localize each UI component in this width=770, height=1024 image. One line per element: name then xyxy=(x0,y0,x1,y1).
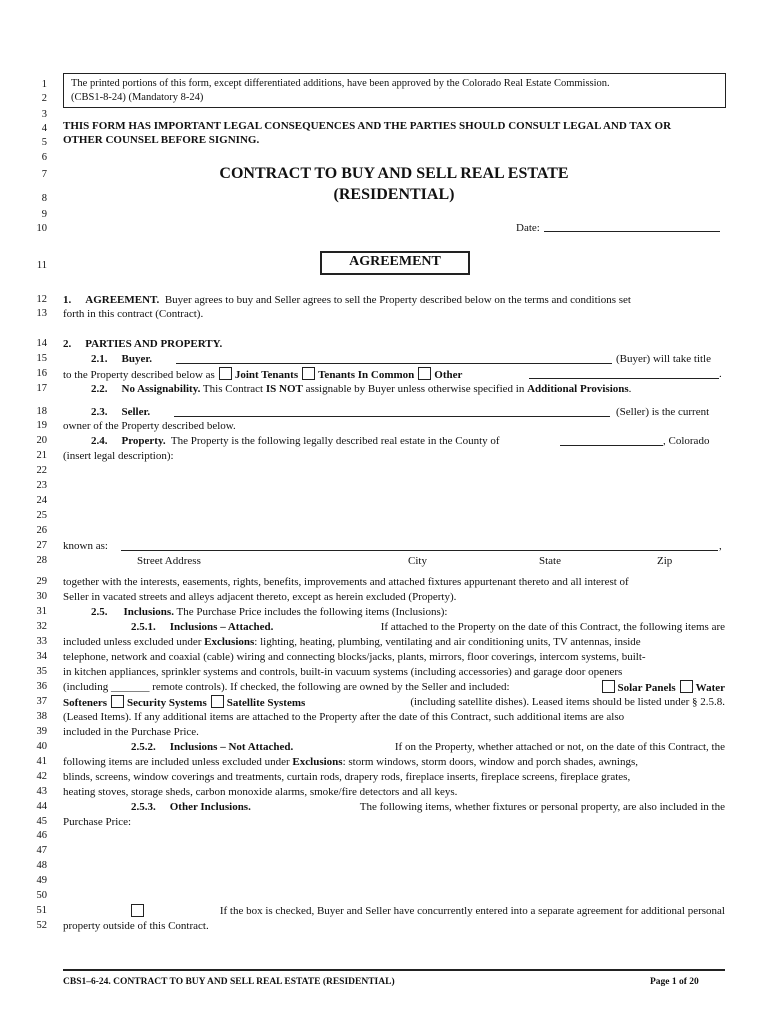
paragraph-line-38: (Leased Items). If any additional items are attached to the Property after the date of this Contract, such additional items are also xyxy=(63,711,625,723)
paragraph-line-39: included in the Purchase Price. xyxy=(63,726,199,738)
line-number: 1 xyxy=(41,79,47,90)
line-number: 31 xyxy=(36,606,47,617)
agreement-heading: AGREEMENT xyxy=(349,254,441,269)
seller-name-field[interactable] xyxy=(174,405,610,417)
other-inclusions-field[interactable] xyxy=(63,832,725,898)
line-number: 32 xyxy=(36,621,47,632)
other-checkbox[interactable] xyxy=(418,367,431,380)
line-number: 34 xyxy=(36,651,47,662)
paragraph-line-33: included unless excluded under Exclusions: lighting, heating, plumbing, ventilating and air conditioning units, TV antennas, inside xyxy=(63,636,641,648)
buyer-suffix: (Buyer) will take title xyxy=(616,353,711,365)
line-number: 19 xyxy=(36,420,47,431)
line-number: 24 xyxy=(36,495,47,506)
line-number: 42 xyxy=(36,771,47,782)
no-assignability: 2.2. No Assignability. This Contract IS NOT assignable by Buyer unless otherwise specified in Additional Provisions. xyxy=(91,383,632,395)
inclusions-not-attached: 2.5.2. Inclusions – Not Attached. If on the Property, whether attached or not, on the date of this Contract, the xyxy=(131,741,725,753)
satellite-systems-checkbox[interactable] xyxy=(211,695,224,708)
line-number: 27 xyxy=(36,540,47,551)
line-number: 50 xyxy=(36,890,47,901)
line-number: 40 xyxy=(36,741,47,752)
line-number: 15 xyxy=(36,353,47,364)
line-number: 13 xyxy=(36,308,47,319)
line-number: 36 xyxy=(36,681,47,692)
inclusions-attached: 2.5.1. Inclusions – Attached. If attached to the Property on the date of this Contract, the following items are xyxy=(131,621,725,633)
title-type-line: to the Property described below as Joint Tenants Tenants In Common Other xyxy=(63,369,463,381)
address-field[interactable] xyxy=(121,539,718,551)
paragraph-line-30: Seller in vacated streets and alleys adjacent thereto, except as herein excluded (Property). xyxy=(63,591,457,603)
line-number: 35 xyxy=(36,666,47,677)
paragraph-line-52: property outside of this Contract. xyxy=(63,920,209,932)
county-field[interactable] xyxy=(560,434,663,446)
line-number: 28 xyxy=(36,555,47,566)
security-systems-checkbox[interactable] xyxy=(111,695,124,708)
buyer-line: 2.1. Buyer. xyxy=(91,353,152,365)
legal-warning: THIS FORM HAS IMPORTANT LEGAL CONSEQUENCES AND THE PARTIES SHOULD CONSULT LEGAL AND TAX OR xyxy=(63,120,672,132)
paragraph-line-45: Purchase Price: xyxy=(63,816,132,828)
property-line2: (insert legal description): xyxy=(63,450,174,462)
city-label: City xyxy=(408,555,427,567)
footer-divider xyxy=(63,969,725,971)
seller-suffix: (Seller) is the current xyxy=(616,406,710,418)
personal-property-line: If the box is checked, Buyer and Seller have concurrently entered into a separate agreement for additional personal xyxy=(131,904,725,919)
known-as-label: known as: xyxy=(63,540,108,552)
section-1: 1. AGREEMENT. Buyer agrees to buy and Seller agrees to sell the Property described below on the terms and conditions set xyxy=(63,294,631,306)
line-number: 12 xyxy=(36,294,47,305)
street-address-label: Street Address xyxy=(137,555,201,567)
page-title: CONTRACT TO BUY AND SELL REAL ESTATE xyxy=(219,165,569,182)
buyer-name-field[interactable] xyxy=(176,352,612,364)
tenants-in-common-checkbox[interactable] xyxy=(302,367,315,380)
line-number: 20 xyxy=(36,435,47,446)
line-number: 6 xyxy=(41,152,47,163)
line-number: 25 xyxy=(36,510,47,521)
line-number: 3 xyxy=(41,109,47,120)
line-number: 8 xyxy=(41,193,47,204)
paragraph-line-37: Softeners Security Systems Satellite Systems (including satellite dishes). Leased items should be listed under § 2.5.8. xyxy=(63,696,725,709)
line-number: 47 xyxy=(36,845,47,856)
state-label: State xyxy=(539,555,561,567)
paragraph-line-34: telephone, network and coaxial (cable) wiring and connecting blocks/jacks, plants, mirrors, floor coverings, intercom systems, built- xyxy=(63,651,646,663)
paragraph-line-35: in kitchen appliances, sprinkler systems and controls, built-in vacuum systems (including accessories) and garage door openers xyxy=(63,666,623,678)
line-number: 22 xyxy=(36,465,47,476)
property-line: 2.4. Property. The Property is the following legally described real estate in the County of xyxy=(91,435,500,447)
line-number: 51 xyxy=(36,905,47,916)
page-number: Page 1 of 20 xyxy=(650,977,699,987)
line-number: 26 xyxy=(36,525,47,536)
line-number: 5 xyxy=(41,137,47,148)
date-label: Date: xyxy=(516,222,540,234)
paragraph-line-29: together with the interests, easements, rights, benefits, improvements and attached fixtures appurtenant thereto and all interest of xyxy=(63,576,629,588)
line-number: 30 xyxy=(36,591,47,602)
line-number: 9 xyxy=(41,209,47,220)
approval-notice: The printed portions of this form, except differentiated additions, have been approved by the Colorado Real Estate Commission. xyxy=(71,78,610,89)
line-number: 16 xyxy=(36,368,47,379)
legal-warning-2: OTHER COUNSEL BEFORE SIGNING. xyxy=(63,134,260,146)
line-number: 45 xyxy=(36,816,47,827)
paragraph-line-36: (including _______ remote controls). If checked, the following are owned by the Seller and included: Solar Panels Water xyxy=(63,681,725,694)
line-number: 48 xyxy=(36,860,47,871)
legal-description-field[interactable] xyxy=(63,465,725,537)
other-inclusions: 2.5.3. Other Inclusions. The following items, whether fixtures or personal property, are also included in the xyxy=(131,801,725,813)
section-1-line2: forth in this contract (Contract). xyxy=(63,308,204,320)
line-number: 18 xyxy=(36,406,47,417)
joint-tenants-checkbox[interactable] xyxy=(219,367,232,380)
line-number: 2 xyxy=(41,93,47,104)
line-number: 17 xyxy=(36,383,47,394)
paragraph-line-42: blinds, screens, window coverings and treatments, curtain rods, drapery rods, fireplace inserts, fireplace screens, fireplace grates, xyxy=(63,771,631,783)
line-number: 23 xyxy=(36,480,47,491)
line-number: 37 xyxy=(36,696,47,707)
line-number: 11 xyxy=(36,260,47,271)
date-field[interactable] xyxy=(544,220,720,232)
line-number: 41 xyxy=(36,756,47,767)
other-title-field[interactable] xyxy=(529,367,719,379)
paragraph-line-43: heating stoves, storage sheds, carbon monoxide alarms, smoke/fire detectors and all keys. xyxy=(63,786,458,798)
line-number: 38 xyxy=(36,711,47,722)
section-2-heading: 2. PARTIES AND PROPERTY. xyxy=(63,338,223,350)
paragraph-line-41: following items are included unless excluded under Exclusions: storm windows, storm doors, window and porch shades, awnings, xyxy=(63,756,639,768)
line-number: 43 xyxy=(36,786,47,797)
footer-form-title: CBS1–6-24. CONTRACT TO BUY AND SELL REAL ESTATE (RESIDENTIAL) xyxy=(63,977,395,987)
line-number: 14 xyxy=(36,338,47,349)
line-number: 39 xyxy=(36,726,47,737)
line-number: 49 xyxy=(36,875,47,886)
line-number: 46 xyxy=(36,830,47,841)
line-number: 52 xyxy=(36,920,47,931)
line-number: 29 xyxy=(36,576,47,587)
line-number: 7 xyxy=(41,169,47,180)
zip-label: Zip xyxy=(657,555,673,567)
page-subtitle: (RESIDENTIAL) xyxy=(333,186,455,203)
inclusions-heading: 2.5. Inclusions. The Purchase Price includes the following items (Inclusions): xyxy=(91,606,448,618)
line-number: 21 xyxy=(36,450,47,461)
seller-line: 2.3. Seller. xyxy=(91,406,151,418)
form-code: (CBS1-8-24) (Mandatory 8-24) xyxy=(71,92,204,103)
seller-line2: owner of the Property described below. xyxy=(63,420,236,432)
property-suffix: , Colorado xyxy=(663,435,710,447)
line-number: 10 xyxy=(36,223,47,234)
solar-panels-checkbox[interactable] xyxy=(602,680,615,693)
water-softeners-checkbox[interactable] xyxy=(680,680,693,693)
line-number: 4 xyxy=(41,123,47,134)
line-number: 44 xyxy=(36,801,47,812)
separate-agreement-checkbox[interactable] xyxy=(131,904,144,917)
line-number: 33 xyxy=(36,636,47,647)
